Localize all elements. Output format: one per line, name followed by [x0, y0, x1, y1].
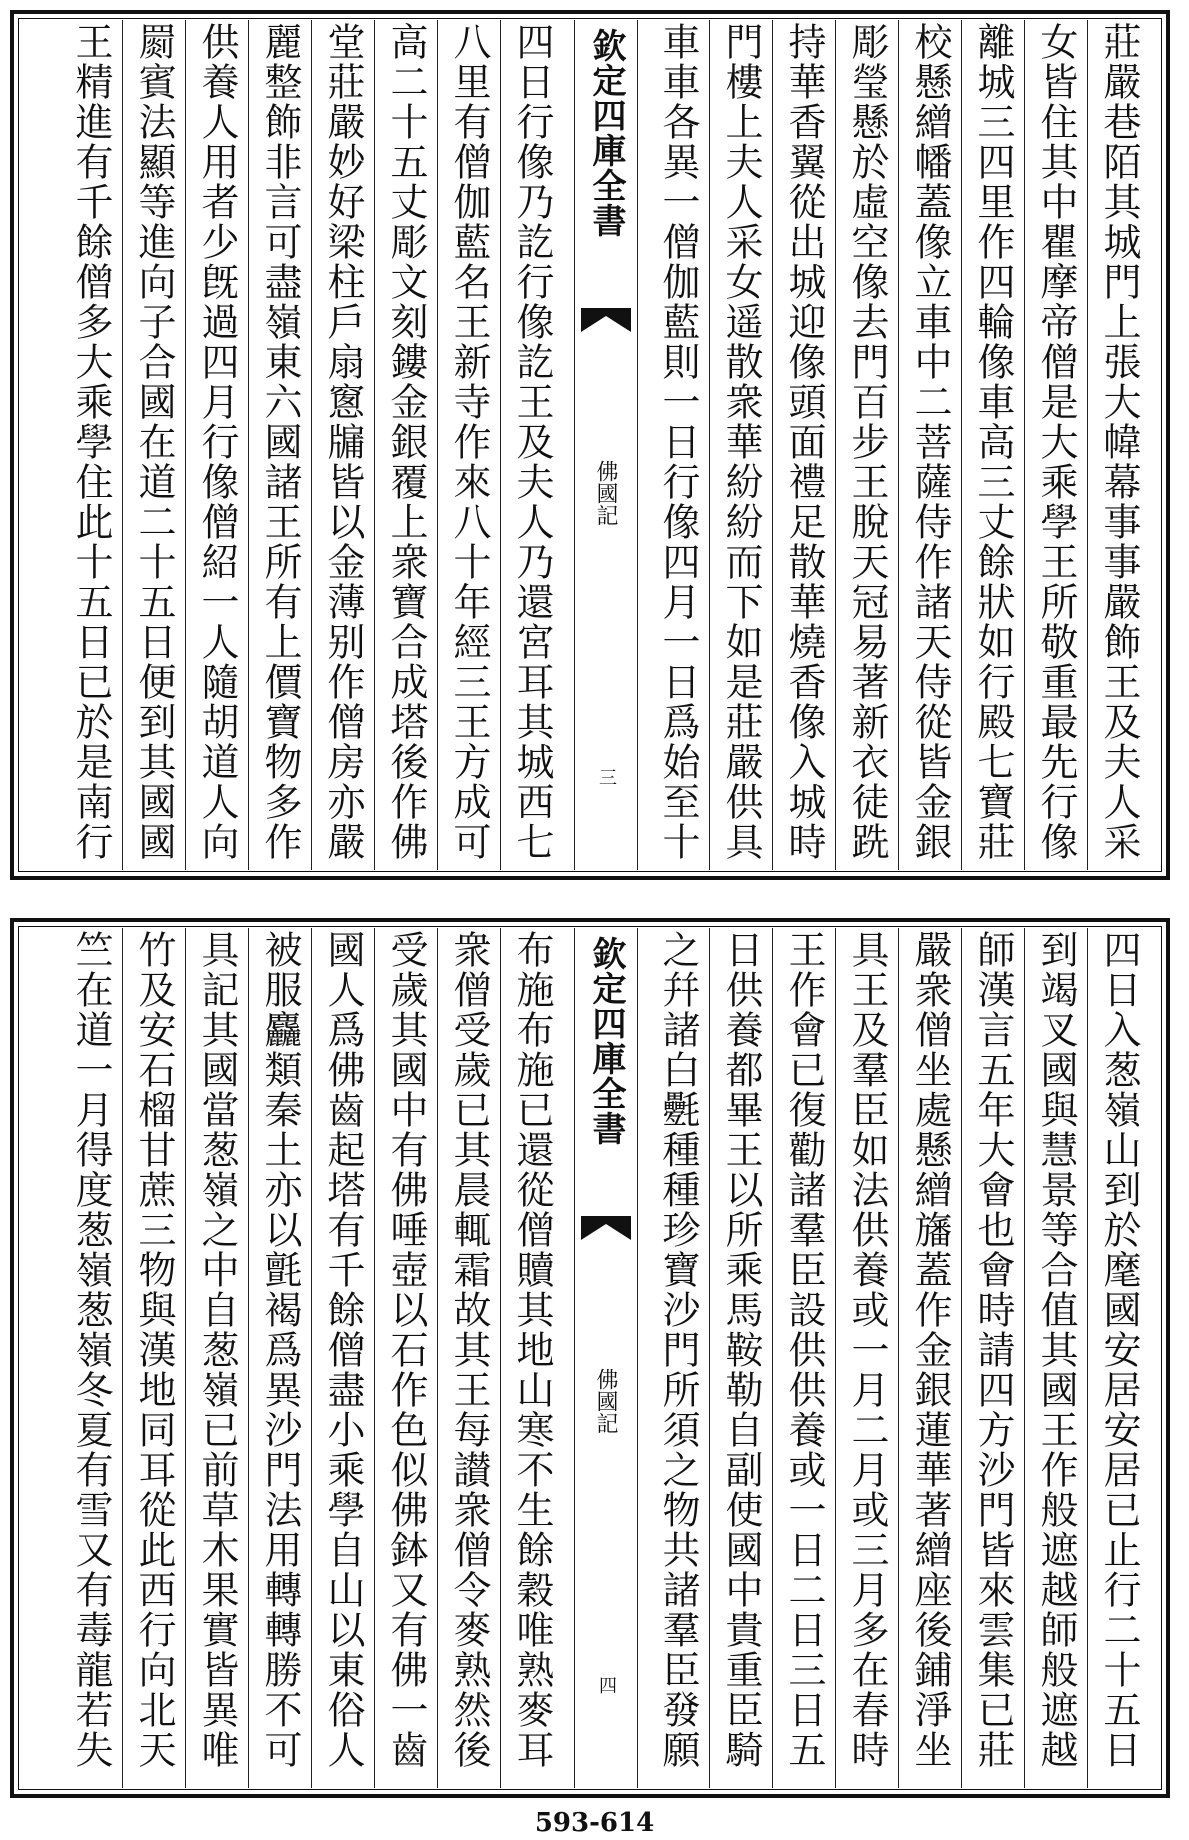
text-column: 王作會已復勸諸羣臣設供供養或一日二日三日五	[782, 930, 826, 1770]
column-rule	[898, 928, 899, 1788]
text-column: 校懸繒幡蓋像立車中二菩薩侍作諸天侍從皆金銀	[908, 22, 952, 862]
text-column: 供養人用者少旣過四月行像僧紹一人隨胡道人向	[195, 22, 239, 862]
column-rule	[1087, 20, 1088, 870]
column-rule	[248, 928, 249, 1788]
collection-title: 欽定四庫全書	[586, 28, 626, 238]
text-column: 竺在道一月得度葱嶺葱嶺冬夏有雪又有毒龍若失	[69, 930, 113, 1770]
leaf-number: 四	[596, 1676, 617, 1694]
text-column: 衆僧受歲已其晨輒霜故其王每讃衆僧令麥熟然後	[447, 930, 491, 1770]
text-column: 莊嚴巷陌其城門上張大幃幕事事嚴飾王及夫人采	[1097, 22, 1141, 862]
text-column: 國人爲佛齒起塔有千餘僧盡小乘學自山以東俗人	[321, 930, 365, 1770]
column-rule	[898, 20, 899, 870]
fish-tail-mark-icon	[581, 1216, 631, 1240]
text-column: 持華香翼從出城迎像頭面禮足散華燒香像入城時	[782, 22, 826, 862]
text-column: 之幷諸白氎種種珍寶沙門所須之物共諸羣臣發願	[656, 930, 700, 1770]
column-rule	[709, 928, 710, 1788]
column-rule	[311, 20, 312, 870]
text-column: 女皆住其中瞿摩帝僧是大乘學王所敬重最先行像	[1034, 22, 1078, 862]
book-title: 佛國記	[593, 460, 618, 526]
text-column: 高二十五丈彫文刻鏤金銀覆上衆寶合成塔後作佛	[384, 22, 428, 862]
text-column: 嚴衆僧坐處懸繒旛蓋作金銀蓮華著繒座後鋪淨坐	[908, 930, 952, 1770]
text-column: 門樓上夫人采女遥散衆華紛紛而下如是莊嚴供具	[719, 22, 763, 862]
column-rule	[1024, 20, 1025, 870]
column-rule	[122, 20, 123, 870]
column-rule	[437, 20, 438, 870]
text-column: 被服麤類秦土亦以氈褐爲異沙門法用轉轉勝不可	[258, 930, 302, 1770]
center-gutter	[574, 928, 638, 1788]
column-rule	[185, 20, 186, 870]
text-column: 四日入葱嶺山到於麾國安居安居已止行二十五日	[1097, 930, 1141, 1770]
fish-tail-mark-icon	[581, 308, 631, 332]
column-rule	[961, 928, 962, 1788]
text-column: 離城三四里作四輪像車高三丈餘狀如行殿七寶莊	[971, 22, 1015, 862]
text-column: 具記其國當葱嶺之中自葱嶺已前草木果實皆異唯	[195, 930, 239, 1770]
column-rule	[772, 928, 773, 1788]
column-rule	[374, 928, 375, 1788]
column-rule	[500, 20, 501, 870]
column-rule	[122, 928, 123, 1788]
column-rule	[772, 20, 773, 870]
text-column: 到竭叉國與慧景等合值其國王作般遮越師般遮越	[1034, 930, 1078, 1770]
column-rule	[1024, 928, 1025, 1788]
column-rule	[185, 928, 186, 1788]
lower-page	[10, 918, 1170, 1798]
text-column: 受歲其國中有佛唾壺以石作色似佛鉢又有佛一齒	[384, 930, 428, 1770]
column-rule	[437, 928, 438, 1788]
column-rule	[500, 928, 501, 1788]
text-column: 罽賓法顯等進向子合國在道二十五日便到其國國	[132, 22, 176, 862]
text-column: 彫瑩懸於虛空像去門百步王脫天冠易著新衣徒跣	[845, 22, 889, 862]
column-rule	[709, 20, 710, 870]
column-rule	[961, 20, 962, 870]
text-column: 車車各異一僧伽藍則一日行像四月一日爲始至十	[656, 22, 700, 862]
leaf-number: 三	[596, 768, 617, 786]
center-gutter	[574, 20, 638, 870]
book-title: 佛國記	[593, 1368, 618, 1434]
text-column: 王精進有千餘僧多大乘學住此十五日已於是南行	[69, 22, 113, 862]
column-rule	[1087, 928, 1088, 1788]
text-column: 具王及羣臣如法供養或一月二月或三月多在春時	[845, 930, 889, 1770]
text-column: 師漢言五年大會也會時請四方沙門皆來雲集已莊	[971, 930, 1015, 1770]
column-rule	[835, 928, 836, 1788]
column-rule	[374, 20, 375, 870]
text-column: 四日行像乃訖行像訖王及夫人乃還宮耳其城西七	[510, 22, 554, 862]
text-column: 堂莊嚴妙好梁柱戶扇窻牖皆以金薄别作僧房亦嚴	[321, 22, 365, 862]
column-rule	[248, 20, 249, 870]
page-footer-number: 593-614	[534, 1808, 655, 1838]
column-rule	[311, 928, 312, 1788]
column-rule	[835, 20, 836, 870]
text-column: 日供養都畢王以所乘馬鞍勒自副使國中貴重臣騎	[719, 930, 763, 1770]
text-column: 布施布施已還從僧贖其地山寒不生餘穀唯熟麥耳	[510, 930, 554, 1770]
text-column: 麗整飾非言可盡嶺東六國諸王所有上價寶物多作	[258, 22, 302, 862]
collection-title: 欽定四庫全書	[586, 936, 626, 1146]
text-column: 竹及安石榴甘蔗三物與漢地同耳從此西行向北天	[132, 930, 176, 1770]
text-column: 八里有僧伽藍名王新寺作來八十年經三王方成可	[447, 22, 491, 862]
upper-page	[10, 10, 1170, 880]
